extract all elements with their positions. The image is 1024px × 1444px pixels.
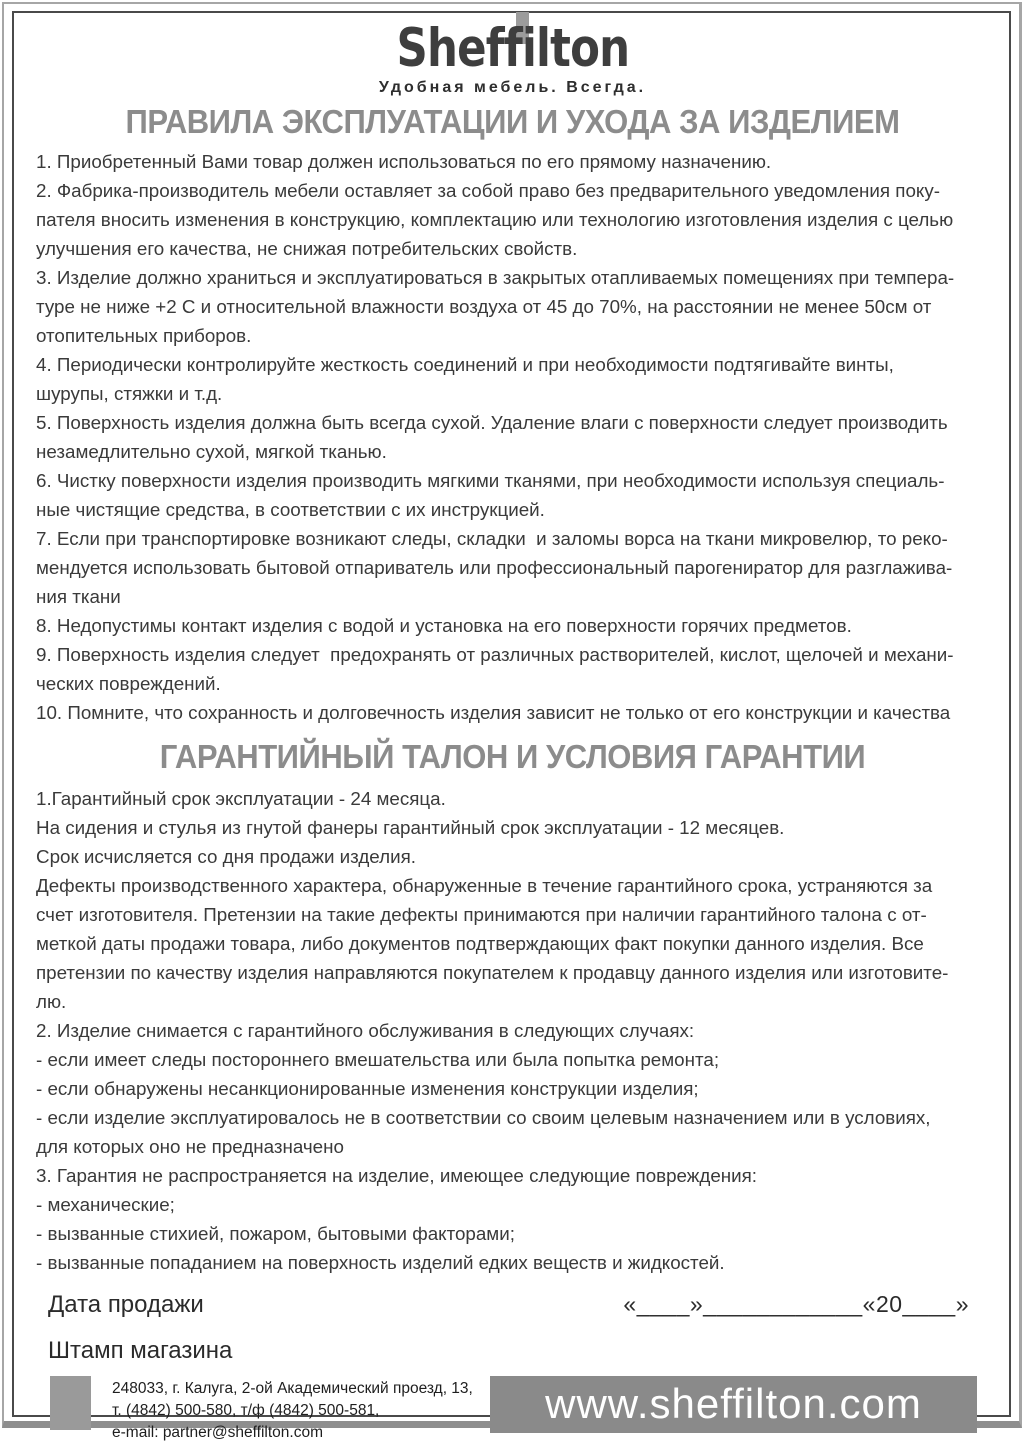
text-line: 2. Фабрика-производитель мебели оставляет за собой право без предварительного уведомления поку- — [36, 180, 940, 202]
website-banner — [490, 1376, 977, 1433]
text-line: 10. Помните, что сохранность и долговечность изделия зависит не только от его конструкции и качества — [36, 702, 951, 724]
shop-stamp-label: Штамп магазина — [48, 1336, 233, 1364]
text-line: отопительных приборов. — [36, 325, 252, 347]
sale-date-label: Дата продажи — [48, 1290, 204, 1318]
text-line: улучшения его качества, не снижая потребительских свойств. — [36, 238, 578, 260]
text-line: Дефекты производственного характера, обнаруженные в течение гарантийного срока, устраняются за — [36, 874, 933, 896]
text-line: счет изготовителя. Претензии на такие дефекты принимаются при наличии гарантийного талона с от- — [36, 903, 927, 925]
text-line: шурупы, стяжки и т.д. — [36, 383, 223, 405]
document-content — [14, 13, 1009, 1441]
text-line: 3. Гарантия не распространяется на изделие, имеющее следующие повреждения: — [36, 1164, 758, 1186]
warranty-terms-text — [36, 784, 989, 1277]
text-line: 5. Поверхность изделия должна быть всегда сухой. Удаление влаги с поверхности следует производить — [36, 412, 948, 434]
text-line: незамедлительно сухой, мягкой тканью. — [36, 441, 387, 463]
brand-name: Sheffilton — [396, 18, 629, 79]
text-line: На сидения и стулья из гнутой фанеры гарантийный срок эксплуатации - 12 месяцев. — [36, 816, 785, 838]
text-line: 6. Чистку поверхности изделия производить мягкими тканями, при необходимости используя специаль- — [36, 470, 945, 492]
text-line: туре не ниже +2 С и относительной влажности воздуха от 45 до 70%, на расстоянии не менее 50см от — [36, 296, 932, 318]
text-line: лю. — [36, 990, 67, 1012]
care-rules-text — [36, 147, 989, 727]
text-line: 1.Гарантийный срок эксплуатации - 24 месяца. — [36, 787, 446, 809]
stamp-placeholder-box — [50, 1376, 91, 1430]
brand-logo — [36, 18, 989, 96]
sale-date-row — [36, 1291, 989, 1319]
text-line: 9. Поверхность изделия следует предохранять от различных растворителей, кислот, щелочей и механи- — [36, 644, 954, 666]
text-line: 1. Приобретенный Вами товар должен использоваться по его прямому назначению. — [36, 151, 772, 173]
text-line: т. (4842) 500-580, т/ф (4842) 500-581, — [112, 1401, 380, 1419]
text-line: - если имеет следы постороннего вмешательства или была попытка ремонта; — [36, 1048, 720, 1070]
text-line: 7. Если при транспортировке возникают следы, складки и заломы ворса на ткани микровелюр, то реко- — [36, 528, 948, 550]
text-line: меткой даты продажи товара, либо документов подтверждающих факт покупки данного изделия. Все — [36, 932, 924, 954]
text-line: мендуется использовать бытовой отпариватель или профессиональный парогениратор для разглажива- — [36, 557, 953, 579]
text-line: ные чистящие средства, в соответствии с их инструкцией. — [36, 499, 545, 521]
text-line: - механические; — [36, 1193, 175, 1215]
text-line: претензии по качеству изделия направляются покупателем к продавцу данного изделия или изготовите- — [36, 961, 949, 983]
text-line: 4. Периодически контролируйте жесткость соединений и при необходимости подтягивайте винты, — [36, 354, 894, 376]
sale-date-blank-line: «____»____________«20____» — [623, 1290, 969, 1317]
manufacturer-address — [112, 1376, 473, 1444]
footer — [36, 1376, 989, 1444]
text-line: 248033, г. Калуга, 2-ой Академический проезд, 13, — [112, 1379, 473, 1397]
text-line: Срок исчисляется со дня продажи изделия. — [36, 845, 416, 867]
care-section-title: ПРАВИЛА ЭКСПЛУАТАЦИИ И УХОДА ЗА ИЗДЕЛИЕМ — [125, 102, 900, 140]
text-line: - если обнаружены несанкционированные изменения конструкции изделия; — [36, 1077, 699, 1099]
text-line: 3. Изделие должно храниться и эксплуатироваться в закрытых отапливаемых помещениях при темпера- — [36, 267, 955, 289]
text-line: 2. Изделие снимается с гарантийного обслуживания в следующих случаях: — [36, 1019, 695, 1041]
website-url: www.sheffilton.com — [545, 1380, 922, 1428]
brand-tagline: Удобная мебель. Всегда. — [378, 78, 647, 96]
text-line: e-mail: partner@sheffilton.com — [112, 1423, 324, 1441]
text-line: - если изделие эксплуатировалось не в соответствии со своим целевым назначением или в условиях, — [36, 1106, 931, 1128]
text-line: для которых оно не предназначено — [36, 1135, 344, 1157]
text-line: - вызванные попаданием на поверхность изделий едких веществ и жидкостей. — [36, 1251, 725, 1273]
text-line: ческих повреждений. — [36, 673, 221, 695]
warranty-section-title: ГАРАНТИЙНЫЙ ТАЛОН И УСЛОВИЯ ГАРАНТИИ — [159, 738, 866, 776]
text-line: - вызванные стихией, пожаром, бытовыми факторами; — [36, 1222, 515, 1244]
text-line: ния ткани — [36, 586, 121, 608]
text-line: 8. Недопустимы контакт изделия с водой и установка на его поверхности горячих предметов. — [36, 615, 852, 637]
text-line: пателя вносить изменения в конструкцию, комплектацию или технологию изготовления изделия с целью — [36, 209, 954, 231]
